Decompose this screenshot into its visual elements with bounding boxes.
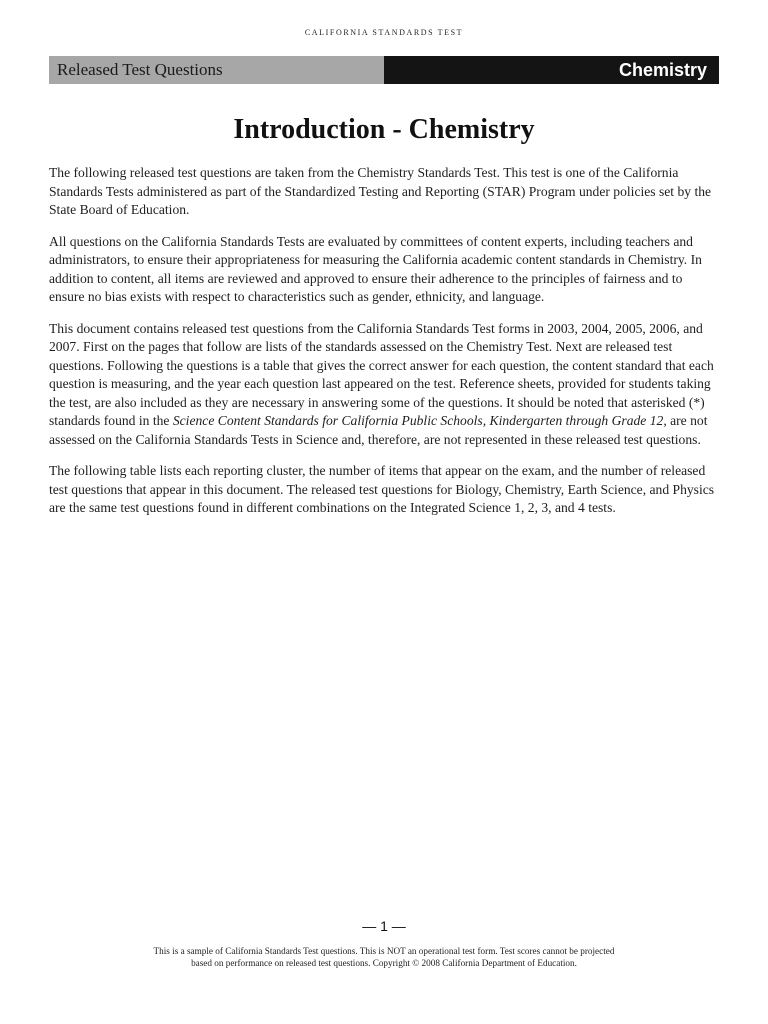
banner-left-panel (49, 56, 384, 84)
body-content (49, 164, 719, 531)
footer-line-2: based on performance on released test questions. Copyright © 2008 California Department of Education. (191, 958, 577, 968)
paragraph-evaluation: All questions on the California Standards Tests are evaluated by committees of content experts, including teachers and administrators, to ensure their appropriateness for measuring the California academic content standards in Chemistry. In addition to content, all items are reviewed and approved to ensure their adherence to the principles of fairness and to ensure no bias exists with respect to characteristics such as gender, ethnicity, and language. (49, 233, 702, 304)
paragraph-document-contents (49, 320, 719, 450)
standards-title-italic: Science Content Standards for California Public Schools, Kindergarten through Grade 12 (172, 413, 664, 428)
paragraph-document-contents-part1: This document contains released test questions from the California Standards Test forms in 2003, 2004, 2005, 2006, and 2007. First on the pages that follow are lists of the standards assessed on the Chemistry Test. Next are released test questions. Following the questions is a table that gives the correct answer for each question, the content standard that each question is measuring, and the year each question last appeared on the test. Reference sheets, provided for students taking the test, are also included as they are necessary in answering some of the questions. It should be noted that asterisked (*) standards found in the (49, 320, 714, 428)
section-banner (49, 56, 719, 84)
copyright-footer (0, 945, 768, 969)
footer-line-1: This is a sample of California Standards Test questions. This is NOT an operational test form. Test scores cannot be projected (153, 946, 615, 956)
running-head: CALIFORNIA STANDARDS TEST (304, 28, 464, 37)
page-title: Introduction - Chemistry (233, 114, 535, 145)
paragraph-intro: The following released test questions are taken from the Chemistry Standards Test. This test is one of the California Standards Tests administered as part of the Standardized Testing and Reporting (STAR) Program under policies set by the State Board of Education. (49, 165, 712, 217)
paragraph-document-contents-part2: , are not assessed on the California Standards Tests in Science and, therefore, are not represented in these released test questions. (49, 413, 708, 447)
banner-right-panel (384, 56, 719, 84)
paragraph-table-description: The following table lists each reporting cluster, the number of items that appear on the exam, and the number of released test questions that appear in this document. The released test questions for Biology, Chemistry, Earth Science, and Physics are the same test questions found in different combinations on the Integrated Science 1, 2, 3, and 4 tests. (49, 463, 715, 515)
page-number: — 1 — (362, 918, 406, 934)
subject-label: Chemistry (618, 59, 707, 80)
section-label: Released Test Questions (57, 60, 223, 79)
